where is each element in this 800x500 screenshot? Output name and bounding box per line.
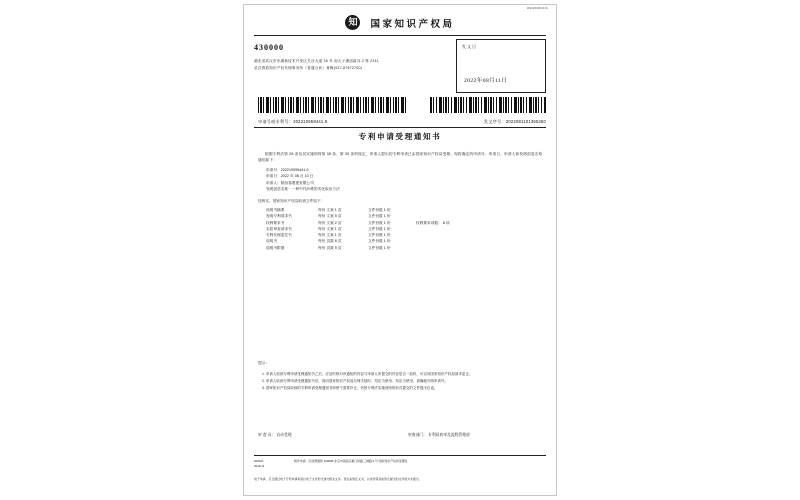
doc-copies: 文件份数 1 份 [368,245,391,250]
issue-date-box [456,39,546,93]
doc-count: 每份 文案 1 页 [318,233,342,238]
doc-copies: 文件份数 1 份 [368,226,391,231]
document-footer [254,459,548,469]
tips-heading: 提示： [258,361,270,365]
issue-date-label: 发文日 [462,44,477,49]
doc-name: 权利要求书 [266,220,285,225]
doc-count: 每份 文案 5 页 [318,214,342,219]
doc-name: 专利代理委托书 [266,233,292,238]
recipient-address-block [254,43,449,72]
doc-copies: 文件份数 1 份 [368,220,391,225]
document-header [244,15,556,30]
table-row [266,245,546,251]
department-group [408,433,470,438]
doc-name: 实质审查请求书 [266,226,292,231]
footer-divider [254,455,546,456]
issue-date-value: 2022年08月11日 [464,78,508,84]
doc-name: 发明专利请求书 [266,214,292,219]
field-application-number: 申请号：202210959441.9 [266,168,309,172]
auditor-group [258,433,408,438]
national-emblem-icon: 知 [345,15,360,30]
doc-name: 说明书 [266,239,278,244]
documents-list [266,207,546,251]
documents-heading: 经核实，国家知识产权局收到文件如下： [258,199,325,203]
field-application-date: 申请日：2022 年 08 月 10 日 [266,174,314,179]
doc-count: 每份 页数 8 页 [318,239,342,244]
number-divider [254,127,546,128]
doc-name: 说明书附图 [266,245,285,250]
signature-row [258,433,546,438]
footer-note: 电子申请、应当通过电子专利申请系统以电子文件形式递交相关文件。使关系规定文书，以该传等其他形式提交的文件视为未提交。 [254,477,422,481]
footer-text-line-1: 纸件申请、四封滑通知 100088 北京市海淀区蓟门桥路三城路 6 号 国家知识产权局受理处 [294,459,408,463]
field-applicant: 申请人：陕西春蕾建有限公司 [266,180,314,185]
address-line-2: 武汉维盾知识产权代理事务所（普通合伙）蒋梅(027-87672700) [254,66,363,70]
header-divider [254,35,546,36]
address-line-1: 湖北省武汉市东湖新技术开发区关谷大道 18 号 南大子湖创新谷 2 栋 2311 [254,59,379,63]
document-sheet [243,4,557,496]
tip-item: 2. 申请人收到专利申请受理通知书后，再向国家知识产权局办理手续时，均应当使用、均应当使用、请确地写明申请号。 [262,379,448,383]
dispatch-serial-value: 2022081101365360 [505,119,546,124]
application-number-label: 申请号或专利号： [258,119,294,124]
auditor-label: 审 查 员： [258,433,276,437]
application-number-value: 202210959441.9 [293,119,328,124]
number-line [258,119,546,125]
doc-count: 每份 文案 1 页 [318,208,342,212]
footer-code-2: 2019.11 [254,464,265,468]
intro-paragraph: 根据专利法第 28 条及其实施细则第 38 条、第 39 条的规定，申请人提出的专利申请已由国家知识产权局受理。现将确定的申请号、申请日、申请人和发明创造名称通知如下： [258,152,543,163]
document-top-code: W2220900101S [526,7,548,10]
doc-extra: 权利要求项数： 8 项 [416,220,450,225]
doc-count: 每份 文案 1 页 [318,226,342,231]
doc-name: 说明书摘要 [266,208,285,212]
dispatch-serial-label: 发文序号： [483,119,506,124]
barcode-left [258,97,408,113]
doc-copies: 文件份数 1 份 [368,214,391,219]
footer-code-1: 200101 [254,459,264,463]
tip-item: 1. 申请人收到专利申请受理通知书之后，应及时核对该通知的内容与申请人所提交的内容是否一致时，可以向国家知识产权局请求更正。 [262,372,473,376]
tips-list [262,371,546,392]
footer-text [294,459,548,469]
field-invention-title: 发明创造名称：一种中代纤维的劣化取出方法 [266,186,340,191]
department-value: 专利局初审及流程管理部 [428,433,470,437]
barcode-right [430,97,546,113]
footer-codes [254,459,294,469]
doc-count: 每份 页数 5 页 [318,245,342,250]
doc-copies: 文件份数 1 份 [368,233,391,238]
doc-copies: 文件份数 1 份 [368,239,391,244]
department-label: 审查部门： [408,433,427,437]
doc-copies: 文件份数 1 份 [368,208,391,212]
application-number-group [258,119,327,125]
auditor-value: 自动受理 [276,433,292,437]
notice-title: 专利申请受理通知书 [358,132,442,141]
dispatch-serial-group [484,119,546,125]
postal-code: 430000 [254,43,284,52]
application-fields [266,167,546,192]
doc-count: 每份 文案 2 页 [318,220,342,225]
tip-item: 3. 国家知识产权局收到的专利申请受理通知书即使不需要补正，仍按专利法实施细则的形式提交的文件提出在途。 [262,386,438,390]
organization-title: 国家知识产权局 [370,19,455,30]
